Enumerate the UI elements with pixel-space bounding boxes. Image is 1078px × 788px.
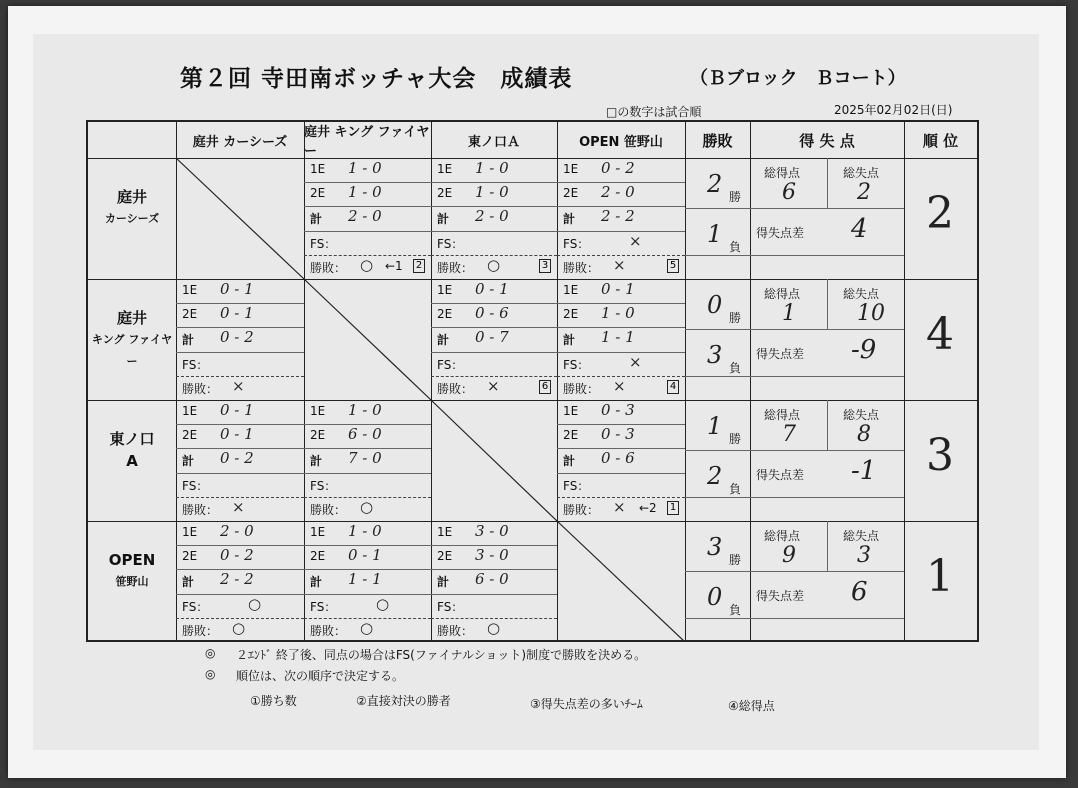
e2-label: 2E [310,186,326,201]
e2-score: 0 - 1 [220,425,254,444]
rank-value: 2 [926,188,954,239]
team-column-header: 庭井 カーシーズ [192,134,288,150]
total-label: 計 [310,575,323,590]
e1-label: 1E [182,283,198,297]
points-divider [750,450,904,451]
total-scored: 1 [782,301,796,326]
row-team-name [88,186,176,230]
row-bottom-strip [685,376,904,377]
total-scored: 7 [782,422,796,447]
row-bottom-strip [685,255,904,256]
footer-mark-2: ◎ [205,667,216,681]
points-split [827,521,828,571]
losses-label: 負 [729,603,742,617]
match-order-note: ←2 [639,500,657,515]
e1-label: 1E [310,162,326,176]
losses-count: 0 [707,583,723,611]
fs-label: FS： [563,236,590,251]
total-score: 2 - 2 [601,207,635,226]
wins-count: 2 [707,170,723,198]
total-score: 6 - 0 [475,570,509,589]
total-label: 計 [563,333,576,348]
team-column-header: OPEN 笹野山 [579,134,663,150]
result-score: × [613,255,626,274]
total-score: 1 - 1 [601,328,635,347]
total-label: 計 [437,333,450,348]
e2-score: 6 - 0 [348,425,382,444]
self-match-diagonal [304,279,431,400]
losses-count: 1 [707,220,723,248]
result-label: 勝敗： [437,260,474,275]
e1-score: 3 - 0 [475,522,509,540]
e2-score: 0 - 6 [475,304,509,323]
date-label: 2025年02月02日(日) [834,103,953,117]
e2-label: 2E [563,186,579,201]
e2-label: 2E [437,549,453,564]
fs-score: ○ [248,594,262,613]
e2-score: 3 - 0 [475,546,509,565]
points-diff: -1 [851,456,877,486]
total-score: 0 - 7 [475,328,509,347]
diff-label: 得失点差 [756,589,805,603]
e1-score: 0 - 1 [220,401,254,419]
points-split [827,158,828,208]
criterion-4: ④総得点 [728,699,775,713]
e1-score: 0 - 1 [220,280,254,298]
losses-count: 2 [707,462,723,490]
column-divider [431,122,432,640]
points-divider [750,571,904,572]
wins-count: 1 [707,412,723,440]
result-label: 勝敗： [182,502,219,517]
points-diff: 6 [851,577,868,607]
result-score: ○ [360,255,374,274]
e2-label: 2E [182,307,198,322]
rank-value: 1 [926,551,954,602]
total-label: 計 [182,454,195,469]
result-score: ○ [487,618,501,637]
team-subname: カーシーズ [104,212,160,225]
self-match-diagonal [431,400,557,521]
scored-label: 総得点 [764,287,801,301]
e2-label: 2E [310,428,326,443]
result-score: ○ [360,497,374,516]
team-name: 庭井 [116,188,147,206]
result-score: × [232,497,245,516]
e1-label: 1E [563,162,579,176]
conceded-label: 総失点 [843,287,880,301]
total-conceded: 10 [857,301,885,326]
fs-label: FS： [563,357,590,372]
e2-score: 1 - 0 [601,304,635,323]
total-score: 0 - 2 [220,328,254,347]
fs-label: FS： [182,599,209,614]
winloss-divider [685,450,750,451]
e2-label: 2E [437,186,453,201]
total-score: 2 - 0 [475,207,509,226]
e1-score: 0 - 3 [601,401,635,419]
cell-subdivider [304,473,431,474]
result-score: ○ [360,618,374,637]
result-score: ○ [487,255,501,274]
points-diff: 4 [851,214,868,244]
cell-subdivider [304,594,431,595]
footer-rule-1: ２ｴﾝﾄﾞ 終了後、同点の場合はFS(ファイナルショット)制度で勝敗を決める。 [236,648,647,662]
wins-label: 勝 [729,190,742,204]
total-label: 計 [563,454,576,469]
result-label: 勝敗： [310,623,347,638]
team-name: OPEN [108,551,156,569]
match-order-box: 3 [539,259,551,273]
page-title: 第２回 寺田南ボッチャ大会 成績表 [180,66,573,92]
team-subname: A [126,452,138,470]
cell-subdivider [176,352,304,353]
points-divider [750,208,904,209]
total-label: 計 [310,212,323,227]
wins-label: 勝 [729,553,742,567]
column-divider [750,122,751,640]
points-split [827,400,828,450]
conceded-label: 総失点 [843,529,880,543]
fs-label: FS： [437,599,464,614]
criterion-1: ①勝ち数 [250,694,297,708]
result-label: 勝敗： [437,381,474,396]
diff-label: 得失点差 [756,468,805,482]
e1-label: 1E [437,283,453,297]
fs-label: FS： [310,478,337,493]
scored-label: 総得点 [764,408,801,422]
order-note: □の数字は試合順 [606,105,702,119]
column-divider [557,122,558,640]
match-order-box: 6 [539,380,551,394]
winloss-divider [685,571,750,572]
e1-score: 2 - 0 [220,522,254,540]
scored-label: 総得点 [764,166,801,180]
result-label: 勝敗： [563,502,600,517]
cell-subdivider [431,352,557,353]
result-score: × [613,376,626,395]
total-conceded: 3 [857,543,871,568]
wins-label: 勝 [729,311,742,325]
e2-label: 2E [563,428,579,443]
result-score: × [613,497,626,516]
e2-score: 0 - 2 [220,546,254,565]
team-subname: キング ファイヤー [91,333,173,368]
self-match-diagonal [176,158,304,279]
total-score: 2 - 0 [348,207,382,226]
conceded-label: 総失点 [843,408,880,422]
total-label: 計 [563,212,576,227]
e2-score: 0 - 1 [220,304,254,323]
cell-subdivider [557,231,685,232]
block-court-label: （Ｂブロック Ｂコート） [690,68,906,89]
e1-score: 0 - 1 [475,280,509,298]
diff-label: 得失点差 [756,347,805,361]
column-divider [904,122,905,640]
criterion-2: ②直接対決の勝者 [356,694,451,708]
total-label: 計 [437,212,450,227]
row-team-name [88,549,176,593]
cell-subdivider [557,352,685,353]
losses-label: 負 [729,361,742,375]
fs-label: FS： [563,478,590,493]
match-order-note: ←1 [385,258,403,273]
result-label: 勝敗： [563,260,600,275]
total-label: 計 [310,454,323,469]
total-score: 7 - 0 [348,449,382,468]
fs-label: FS： [437,236,464,251]
fs-score: × [629,352,642,371]
match-order-box: 5 [667,259,679,273]
wins-count: 0 [707,291,723,319]
result-score: × [487,376,500,395]
losses-count: 3 [707,341,723,369]
wins-count: 3 [707,533,723,561]
e2-label: 2E [182,428,198,443]
e1-label: 1E [310,525,326,539]
total-score: 1 - 1 [348,570,382,589]
e2-score: 1 - 0 [475,183,509,202]
fs-label: FS： [310,599,337,614]
cell-subdivider [176,594,304,595]
e1-score: 1 - 0 [348,159,382,177]
total-conceded: 8 [857,422,871,447]
result-label: 勝敗： [310,502,347,517]
e2-label: 2E [182,549,198,564]
e2-label: 2E [437,307,453,322]
e1-score: 1 - 0 [348,401,382,419]
losses-label: 負 [729,482,742,496]
total-score: 2 - 2 [220,570,254,589]
fs-label: FS： [437,357,464,372]
points-header: 得 失 点 [799,131,855,150]
rank-value: 3 [926,430,954,481]
header-divider [88,158,977,159]
e2-score: 1 - 0 [348,183,382,202]
row-bottom-strip [685,618,904,619]
result-score: ○ [232,618,246,637]
cell-subdivider [431,594,557,595]
conceded-label: 総失点 [843,166,880,180]
footer-mark-1: ◎ [205,646,216,660]
team-subname: 笹野山 [115,575,149,588]
wins-label: 勝 [729,432,742,446]
e2-score: 0 - 3 [601,425,635,444]
match-order-box: 2 [413,259,425,273]
fs-label: FS： [182,478,209,493]
total-scored: 6 [782,180,796,205]
losses-label: 負 [729,240,742,254]
points-divider [750,329,904,330]
team-name: 東ノ口 [109,430,155,448]
scored-label: 総得点 [764,529,801,543]
e1-label: 1E [437,162,453,176]
total-label: 計 [182,575,195,590]
column-divider [176,122,177,640]
total-conceded: 2 [857,180,871,205]
team-column-header: 庭井 キング ファイヤー [304,125,430,159]
e1-score: 1 - 0 [475,159,509,177]
result-score: × [232,376,245,395]
points-split [827,279,828,329]
e1-label: 1E [182,525,198,539]
winloss-divider [685,329,750,330]
diff-label: 得失点差 [756,226,805,240]
results-table [86,120,979,642]
e1-label: 1E [310,404,326,418]
fs-label: FS： [310,236,337,251]
cell-subdivider [304,231,431,232]
e2-label: 2E [310,549,326,564]
row-team-name [88,428,176,472]
e1-score: 1 - 0 [348,522,382,540]
cell-subdivider [431,231,557,232]
criterion-3: ③得失点差の多いﾁｰﾑ [530,697,643,711]
rank-value: 4 [926,309,954,360]
points-diff: -9 [851,335,877,365]
column-divider [304,122,305,640]
e1-label: 1E [437,525,453,539]
result-label: 勝敗： [182,623,219,638]
e1-score: 0 - 1 [601,280,635,298]
fs-label: FS： [182,357,209,372]
team-name: 庭井 [116,309,147,327]
total-scored: 9 [782,543,796,568]
fs-score: × [629,231,642,250]
result-label: 勝敗： [563,381,600,396]
e1-score: 0 - 2 [601,159,635,177]
total-score: 0 - 2 [220,449,254,468]
footer-rule-2: 順位は、次の順序で決定する。 [236,669,405,683]
row-bottom-strip [685,497,904,498]
cell-subdivider [176,473,304,474]
self-match-diagonal [557,521,685,640]
e1-label: 1E [563,404,579,418]
result-label: 勝敗： [182,381,219,396]
match-order-box: 4 [667,380,679,394]
rank-header: 順 位 [922,131,959,150]
total-score: 0 - 6 [601,449,635,468]
column-divider [685,122,686,640]
cell-subdivider [557,473,685,474]
e2-label: 2E [563,307,579,322]
team-column-header: 東ノ口Ａ [467,134,520,150]
e1-label: 1E [182,404,198,418]
total-label: 計 [437,575,450,590]
total-label: 計 [182,333,195,348]
e1-label: 1E [563,283,579,297]
result-label: 勝敗： [310,260,347,275]
fs-score: ○ [376,594,390,613]
win-loss-header: 勝敗 [702,131,733,150]
match-order-box: 1 [667,501,679,515]
winloss-divider [685,208,750,209]
row-team-name [88,307,176,373]
e2-score: 2 - 0 [601,183,635,202]
result-label: 勝敗： [437,623,474,638]
e2-score: 0 - 1 [348,546,382,565]
